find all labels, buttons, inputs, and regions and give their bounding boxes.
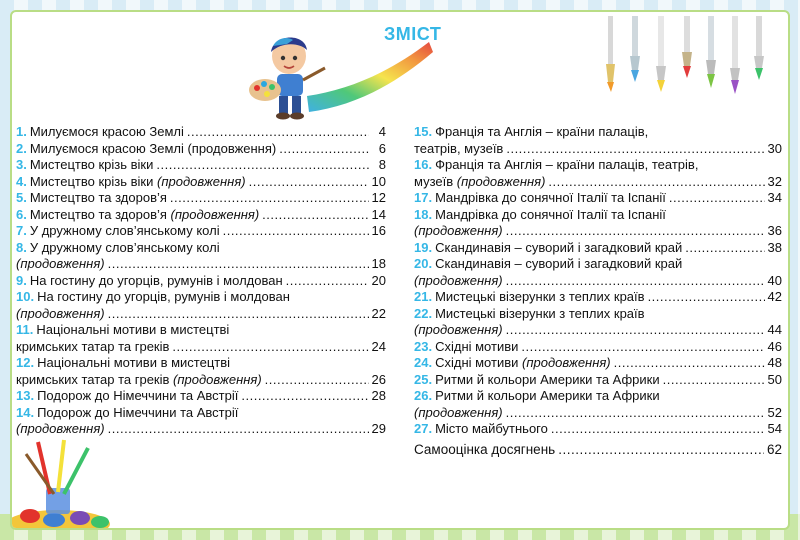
leader-dots: [172, 339, 368, 356]
entry-title-line2: музеїв: [414, 173, 454, 189]
entry-page: 20: [371, 272, 386, 288]
entry-page: 29: [371, 421, 386, 436]
toc-entry[interactable]: [16, 207, 386, 224]
entry-number: 15.: [414, 124, 433, 139]
leader-dots: [249, 174, 369, 191]
entry-title: Мандрівка до сонячної Італії та Іспанії: [435, 190, 666, 205]
toc-entry[interactable]: [414, 256, 782, 289]
entry-number: 23.: [414, 338, 433, 354]
leader-dots: [548, 174, 764, 191]
entry-page: 26: [371, 371, 386, 387]
toc-entry[interactable]: [16, 355, 386, 388]
entry-title: Скандинавія – суворий і загадковий край: [435, 239, 683, 255]
leader-dots: [669, 190, 765, 207]
entry-title: Милуємося красою Землі: [29, 124, 184, 139]
entry-title: Місто майбутнього: [435, 421, 548, 436]
continuation-label: (продовження): [522, 355, 611, 370]
leader-dots: [506, 223, 765, 240]
entry-page: 36: [767, 223, 782, 238]
continuation-label: (продовження): [157, 173, 246, 189]
toc-entry[interactable]: [414, 355, 782, 372]
toc-entry[interactable]: [16, 174, 386, 191]
continuation-label: (продовження): [414, 272, 503, 288]
continuation-label: (продовження): [414, 223, 503, 238]
contents-page: [10, 10, 790, 530]
toc-entry[interactable]: [16, 405, 386, 438]
toc-entry[interactable]: [16, 388, 386, 405]
entry-page: 54: [767, 421, 782, 436]
toc-entry[interactable]: [414, 190, 782, 207]
toc-entry[interactable]: [414, 339, 782, 356]
entry-number: 1.: [16, 124, 27, 139]
entry-page: 14: [371, 206, 386, 222]
leader-dots: [108, 421, 369, 438]
entry-page: 50: [767, 371, 782, 387]
continuation-label: (продовження): [170, 206, 260, 222]
toc-entry[interactable]: [16, 240, 386, 273]
entry-page: 44: [767, 322, 782, 337]
entry-page: 12: [371, 190, 386, 205]
entry-title-line2: театрів, музеїв: [414, 140, 504, 156]
entry-page: 48: [767, 355, 782, 370]
entry-page: 6: [378, 140, 386, 156]
leader-dots: [648, 289, 765, 306]
continuation-label: (продовження): [414, 322, 503, 337]
entry-number: 18.: [414, 206, 433, 222]
continuation-label: (продовження): [16, 256, 105, 271]
entry-page: 28: [371, 388, 386, 403]
toc-entry[interactable]: [16, 289, 386, 322]
entry-title: Мистецтво крізь віки: [29, 173, 154, 189]
entry-number: 3.: [16, 157, 27, 172]
entry-title: Ритми й кольори Америки та Африки: [435, 371, 660, 387]
leader-dots: [506, 141, 764, 158]
entry-page: 32: [767, 173, 782, 189]
leader-dots: [187, 124, 369, 141]
entry-title: Мандрівка до сонячної Італії та Іспанії: [435, 206, 666, 222]
continuation-label: (продовження): [173, 371, 262, 387]
leader-dots: [506, 322, 765, 339]
entry-title: Скандинавія – суворий і загадковий край: [435, 256, 683, 271]
entry-number: 27.: [414, 421, 433, 436]
toc-entry[interactable]: [16, 273, 386, 290]
entry-number: 9.: [16, 272, 27, 288]
entry-page: 46: [767, 338, 782, 354]
toc-right-column: [414, 124, 782, 458]
leader-dots: [558, 442, 764, 459]
entry-title: Подорож до Німеччини та Австрії: [37, 404, 239, 420]
entry-page: 40: [767, 272, 782, 288]
leader-dots: [223, 223, 369, 240]
leader-dots: [265, 372, 369, 389]
entry-number: 8.: [16, 239, 27, 255]
leader-dots: [521, 339, 764, 356]
leader-dots: [241, 388, 368, 405]
entry-title: Самооцінка досягнень: [414, 441, 556, 457]
entry-title: Мистецькі візерунки з теплих країв: [435, 305, 645, 321]
entry-number: 12.: [16, 355, 35, 370]
entry-page: 24: [371, 338, 386, 354]
toc-entry[interactable]: [414, 421, 782, 438]
leader-dots: [663, 372, 765, 389]
entry-number: 16.: [414, 157, 433, 172]
toc-entry[interactable]: [414, 388, 782, 421]
entry-title: Франція та Англія – країни палаців, театрів,: [435, 157, 699, 172]
leader-dots: [108, 306, 369, 323]
entry-number: 26.: [414, 388, 433, 403]
toc-entry-self-assessment[interactable]: [414, 442, 782, 459]
entry-number: 6.: [16, 206, 27, 222]
leader-dots: [279, 141, 369, 158]
leader-dots: [108, 256, 369, 273]
entry-title: Мистецтво та здоров’я: [29, 190, 167, 205]
entry-page: 30: [767, 140, 782, 156]
entry-number: 24.: [414, 355, 433, 370]
page-title: ЗМІСТ: [384, 24, 442, 44]
entry-title: Східні мотиви: [435, 338, 519, 354]
entry-number: 11.: [16, 322, 34, 337]
entry-number: 7.: [16, 223, 27, 238]
entry-number: 4.: [16, 173, 27, 189]
leader-dots: [506, 405, 765, 422]
leader-dots: [614, 355, 765, 372]
toc-entry[interactable]: [414, 306, 782, 339]
toc-entry[interactable]: [414, 124, 782, 157]
paint-brushes-illustration: [602, 16, 782, 106]
entry-page: 34: [767, 190, 782, 205]
continuation-label: (продовження): [16, 305, 105, 321]
toc-entry[interactable]: [414, 289, 782, 306]
entry-page: 4: [378, 124, 386, 139]
entry-number: 22.: [414, 305, 433, 321]
toc-entry[interactable]: [414, 207, 782, 240]
toc-entry[interactable]: [16, 190, 386, 207]
entry-page: 62: [766, 441, 782, 457]
entry-number: 13.: [16, 388, 35, 403]
entry-title: У дружному слов’янському колі: [29, 223, 220, 238]
toc-entry[interactable]: [414, 157, 782, 190]
entry-title: У дружному слов’янському колі: [29, 239, 220, 255]
toc-entry[interactable]: [16, 141, 386, 158]
continuation-label: (продовження): [16, 421, 105, 436]
leader-dots: [262, 207, 368, 224]
entry-number: 2.: [16, 140, 27, 156]
leader-dots: [685, 240, 764, 257]
entry-number: 14.: [16, 404, 35, 420]
toc-entry[interactable]: [414, 372, 782, 389]
entry-title-line2: кримських татар та греків: [16, 371, 170, 387]
continuation-label: (продовження): [414, 404, 503, 420]
entry-page: 18: [371, 256, 386, 271]
entry-number: 10.: [16, 289, 35, 304]
entry-title: Національні мотиви в мистецтві: [36, 322, 230, 337]
toc-entry[interactable]: [16, 157, 386, 174]
entry-page: 8: [378, 157, 386, 172]
leader-dots: [156, 157, 369, 174]
entry-number: 25.: [414, 371, 433, 387]
entry-page: 52: [767, 404, 782, 420]
entry-number: 17.: [414, 190, 433, 205]
entry-title: Подорож до Німеччини та Австрії: [37, 388, 239, 403]
toc-left-column: [16, 124, 386, 438]
toc-entry[interactable]: [16, 223, 386, 240]
leader-dots: [506, 273, 765, 290]
leader-dots: [551, 421, 765, 438]
entry-title: Франція та Англія – країни палаців,: [435, 124, 649, 139]
entry-page: 42: [767, 289, 782, 304]
entry-page: 10: [371, 173, 386, 189]
leader-dots: [286, 273, 369, 290]
continuation-label: (продовження): [456, 173, 546, 189]
entry-title: Мистецтво та здоров’я: [29, 206, 167, 222]
entry-title: Ритми й кольори Америки та Африки: [435, 388, 660, 403]
toc-entry[interactable]: [16, 322, 386, 355]
entry-title: На гостину до угорців, румунів і молдован: [37, 289, 290, 304]
entry-title: Східні мотиви: [435, 355, 519, 370]
entry-number: 19.: [414, 239, 433, 255]
paint-jars-illustration: [10, 438, 118, 530]
entry-title: Мистецтво крізь віки: [29, 157, 154, 172]
entry-page: 22: [371, 305, 386, 321]
entry-title: На гостину до угорців, румунів і молдован: [29, 272, 283, 288]
entry-title: Національні мотиви в мистецтві: [37, 355, 231, 370]
entry-page: 38: [767, 239, 782, 255]
entry-page: 16: [371, 223, 386, 238]
entry-number: 20.: [414, 256, 433, 271]
entry-number: 21.: [414, 289, 433, 304]
entry-number: 5.: [16, 190, 27, 205]
entry-title: Мистецькі візерунки з теплих країв: [435, 289, 645, 304]
entry-title: Милуємося красою Землі (продовження): [29, 140, 277, 156]
entry-title-line2: кримських татар та греків: [16, 338, 170, 354]
toc-entry[interactable]: [16, 124, 386, 141]
leader-dots: [170, 190, 369, 207]
toc-entry[interactable]: [414, 240, 782, 257]
